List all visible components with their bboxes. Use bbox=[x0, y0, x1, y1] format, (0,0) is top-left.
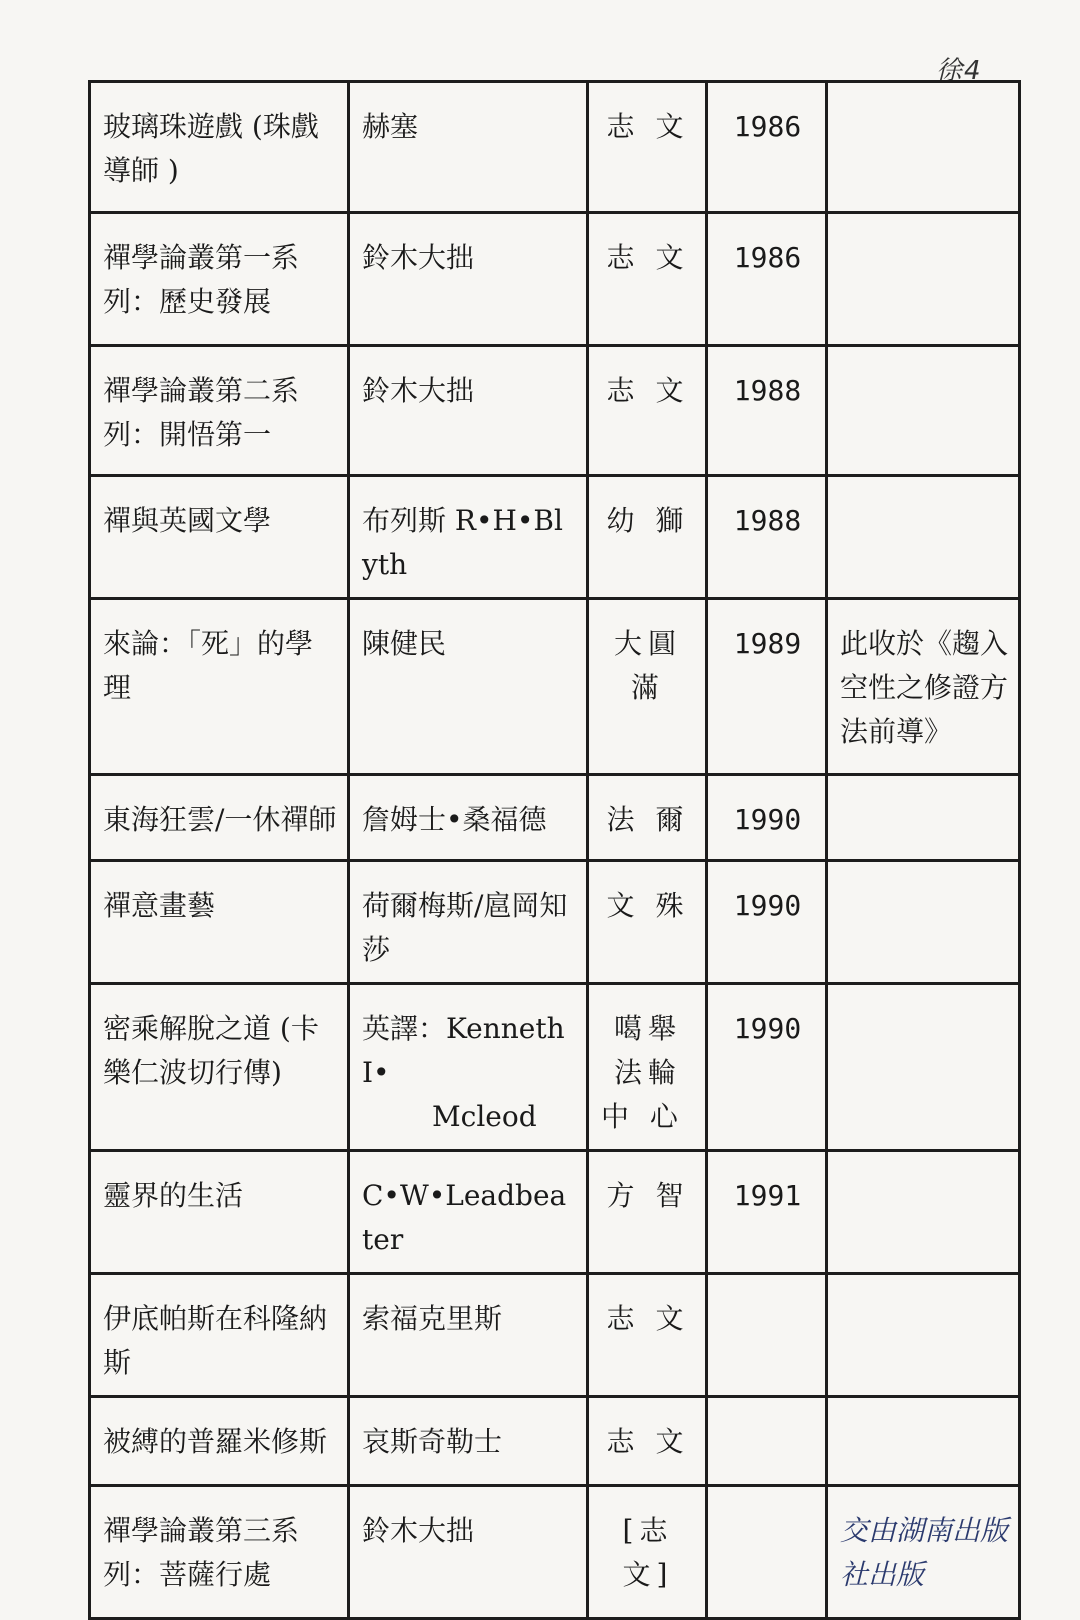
book-title-cell: 禪學論叢第二系列：開悟第一 bbox=[90, 346, 349, 476]
year-cell bbox=[707, 1486, 827, 1619]
year-cell: 1989 bbox=[707, 599, 827, 775]
author-cell: 鈴木大拙 bbox=[349, 1486, 588, 1619]
publisher-cell: 志 文 bbox=[588, 1274, 707, 1397]
note-cell bbox=[827, 1274, 1020, 1397]
author-line: 英譯：Kenneth I• bbox=[362, 1012, 565, 1089]
book-title-cell: 禪學論叢第三系列：菩薩行處 bbox=[90, 1486, 349, 1619]
author-cell bbox=[349, 984, 588, 1151]
page-number-note: 徐4 bbox=[936, 56, 983, 86]
note-cell: 此收於《趨入空性之修證方法前導》 bbox=[827, 599, 1020, 775]
publisher-cell: [志 文] bbox=[588, 1486, 707, 1619]
table-row bbox=[90, 1397, 1020, 1486]
publisher-cell: 法 爾 bbox=[588, 775, 707, 861]
table-row bbox=[90, 82, 1020, 213]
note-cell bbox=[827, 476, 1020, 599]
author-cell: 索福克里斯 bbox=[349, 1274, 588, 1397]
publisher-cell: 方 智 bbox=[588, 1151, 707, 1274]
table-row bbox=[90, 1151, 1020, 1274]
note-cell bbox=[827, 775, 1020, 861]
book-title-cell: 密乘解脫之道 (卡樂仁波切行傳) bbox=[90, 984, 349, 1151]
publisher-cell: 志 文 bbox=[588, 1397, 707, 1486]
note-cell bbox=[827, 1151, 1020, 1274]
table-row bbox=[90, 861, 1020, 984]
book-title-cell: 玻璃珠遊戲 (珠戲導師 ) bbox=[90, 82, 349, 213]
book-title-cell: 禪學論叢第一系列：歷史發展 bbox=[90, 213, 349, 346]
table-row bbox=[90, 213, 1020, 346]
book-title-cell: 禪與英國文學 bbox=[90, 476, 349, 599]
author-cell: 布列斯 R•H•Blyth bbox=[349, 476, 588, 599]
publisher-cell: 志 文 bbox=[588, 213, 707, 346]
note-cell bbox=[827, 213, 1020, 346]
publisher-cell: 志 文 bbox=[588, 82, 707, 213]
table-row bbox=[90, 476, 1020, 599]
year-cell: 1986 bbox=[707, 82, 827, 213]
author-cell: 詹姆士•桑福德 bbox=[349, 775, 588, 861]
year-cell: 1988 bbox=[707, 346, 827, 476]
note-cell bbox=[827, 82, 1020, 213]
table-row bbox=[90, 346, 1020, 476]
note-cell bbox=[827, 1397, 1020, 1486]
year-cell: 1990 bbox=[707, 775, 827, 861]
publisher-cell: 大圓滿 bbox=[588, 599, 707, 775]
book-record-table bbox=[88, 80, 1021, 1620]
publisher-line: 噶舉法輪 bbox=[613, 1012, 682, 1089]
table-row bbox=[90, 1274, 1020, 1397]
year-cell: 1986 bbox=[707, 213, 827, 346]
author-cell: C•W•Leadbeater bbox=[349, 1151, 588, 1274]
book-title-cell: 禪意畫藝 bbox=[90, 861, 349, 984]
author-line-2: Mcleod bbox=[432, 1100, 537, 1133]
table-row bbox=[90, 775, 1020, 861]
author-cell: 荷爾梅斯/扈岡知莎 bbox=[349, 861, 588, 984]
book-title-cell: 東海狂雲/一休禪師 bbox=[90, 775, 349, 861]
book-title-cell: 被縛的普羅米修斯 bbox=[90, 1397, 349, 1486]
table-row bbox=[90, 1486, 1020, 1619]
year-cell: 1990 bbox=[707, 861, 827, 984]
book-title-cell: 來論：「死」的學理 bbox=[90, 599, 349, 775]
publisher-cell bbox=[588, 984, 707, 1151]
year-cell: 1991 bbox=[707, 1151, 827, 1274]
book-title-cell: 伊底帕斯在科隆納斯 bbox=[90, 1274, 349, 1397]
author-cell: 鈴木大拙 bbox=[349, 213, 588, 346]
author-cell: 鈴木大拙 bbox=[349, 346, 588, 476]
year-cell: 1988 bbox=[707, 476, 827, 599]
note-cell bbox=[827, 984, 1020, 1151]
publisher-cell: 文 殊 bbox=[588, 861, 707, 984]
book-title-cell: 靈界的生活 bbox=[90, 1151, 349, 1274]
publisher-cell: 幼 獅 bbox=[588, 476, 707, 599]
year-cell bbox=[707, 1397, 827, 1486]
year-cell bbox=[707, 1274, 827, 1397]
author-cell: 哀斯奇勒士 bbox=[349, 1397, 588, 1486]
year-cell: 1990 bbox=[707, 984, 827, 1151]
note-cell bbox=[827, 346, 1020, 476]
author-cell: 赫塞 bbox=[349, 82, 588, 213]
table-row bbox=[90, 984, 1020, 1151]
author-cell: 陳健民 bbox=[349, 599, 588, 775]
note-cell bbox=[827, 861, 1020, 984]
handwritten-note-cell: 交由湖南出版社出版 bbox=[827, 1486, 1020, 1619]
publisher-cell: 志 文 bbox=[588, 346, 707, 476]
publisher-line-2: 中 心 bbox=[601, 1100, 684, 1133]
table-row bbox=[90, 599, 1020, 775]
